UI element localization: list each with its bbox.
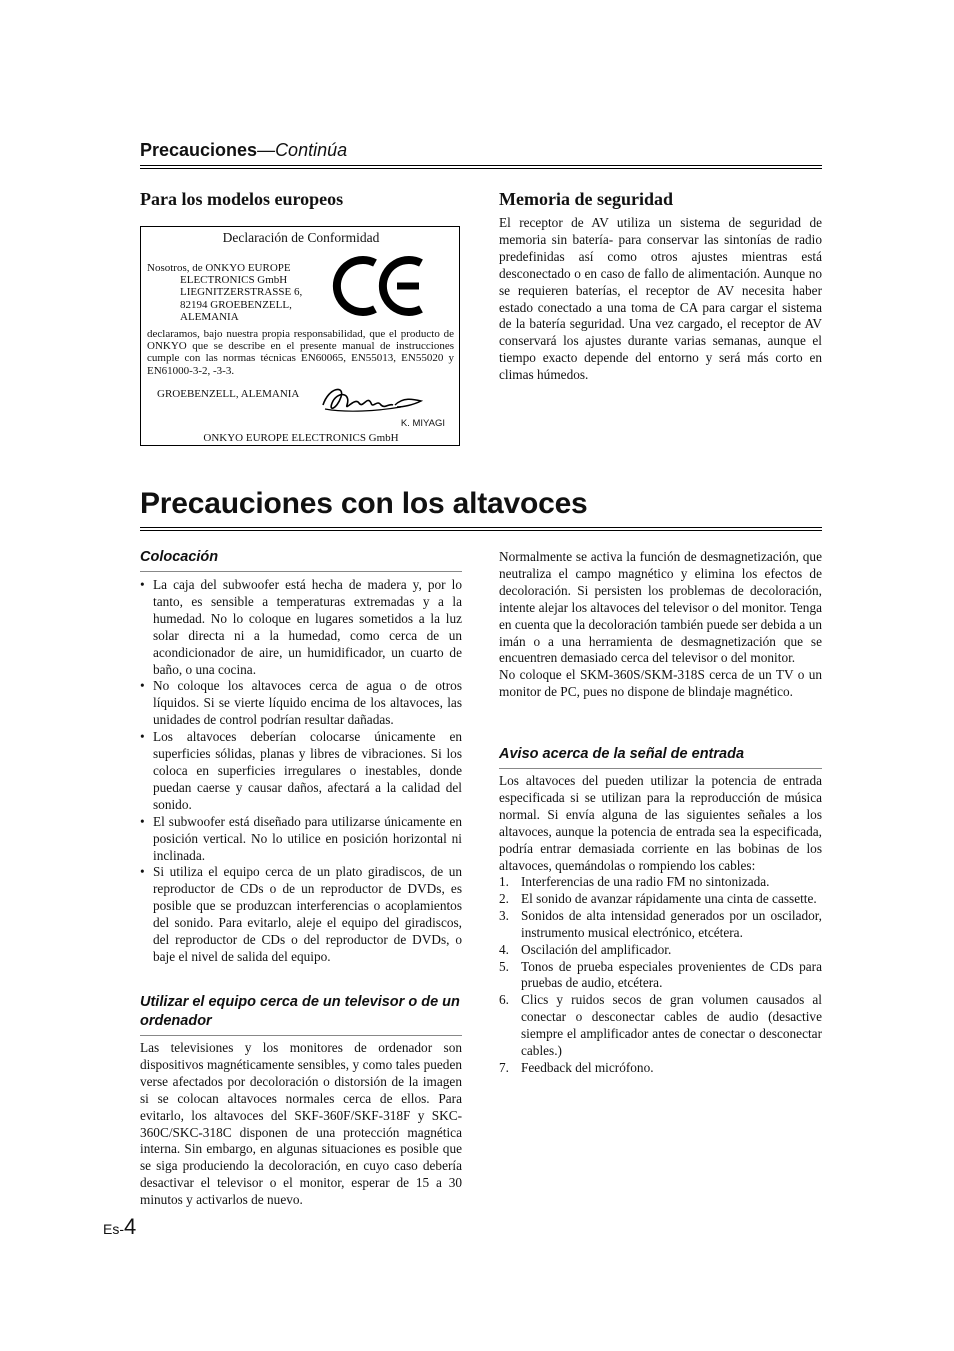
list-item-text: Si utiliza el equipo cerca de un plato giradiscos, de un reproductor de CDs o de un reproductor de DVDs, es posible que se produzcan interferencias o acoplamientos del sonido. Para evitarlo, aleje el equipo del giradiscos, del reproductor de CDs o del reproductor de DVDs, o baje el nivel de salida del equipo. [153, 864, 462, 964]
list-item [140, 729, 462, 814]
declaration-of-conformity-box [140, 226, 460, 446]
list-item-text: El sonido de avanzar rápidamente una cinta de cassette. [521, 890, 817, 906]
page-title: Precauciones con los altavoces [140, 487, 588, 520]
list-item-text: La caja del subwoofer está hecha de madera y, por lo tanto, es sensible a temperaturas extremadas y a la humedad. No lo coloque en lugares sometidos a la luz solar directa ni a la humedad, como cerca de un acondicionador de aire, un humidificador, un cuarto de baño, o una cocina. [153, 577, 462, 677]
bullet-icon: • [140, 678, 145, 694]
list-item [140, 678, 462, 729]
list-item [140, 814, 462, 865]
running-header [140, 140, 347, 161]
placement-heading: Colocación [140, 549, 219, 565]
list-item [499, 992, 822, 1060]
page-number [103, 1214, 136, 1240]
section-name: Precauciones [140, 140, 258, 160]
list-item-text: Tonos de prueba especiales provenientes de CDs para pruebas de audio, etcétera. [521, 958, 822, 991]
page-prefix: Es- [103, 1221, 124, 1237]
memory-backup-text: El receptor de AV utiliza un sistema de seguridad de memoria sin batería- para conservar las sintonías de radio predefinidas así como otros ajustes mientras está desconectado o en caso de fallo de alimentación. Aunque no se requieren baterías, el receptor de AV necesita haber estado conectado a una toma de CA para cargar el sistema de la batería seguridad. Una vez cargado, el receptor de AV conservará los ajustes durante varias semanas, aunque el tiempo exacto depende del entorno y será más corto en climas húmedos. [499, 215, 822, 383]
list-number: 2. [499, 890, 509, 906]
list-item [499, 1060, 822, 1077]
continued-label: —Continúa [257, 140, 348, 160]
list-item-text: Feedback del micrófono. [521, 1059, 654, 1075]
list-item [499, 959, 822, 993]
address-line: Nosotros, de ONKYO EUROPE [147, 262, 291, 274]
european-models-heading: Para los modelos europeos [140, 189, 344, 209]
list-item [499, 874, 822, 891]
tv-computer-text: Las televisiones y los monitores de ordenador son dispositivos magnéticamente sensibles, y como tales pueden verse afectados por decoloración o distorsión de la imagen si se colocan altavoces normales cerca de ellos. Para evitarlo, los altavoces del SKF-360F/SKF-318F y SKC-360C/SKC-318C disponen de una protección magnética interna. Sin embargo, en algunas situaciones es posible que se siga produciendo la decoloración, en cuyo caso debería desactivar el televisor o el monitor, esperar de 15 a 30 minutos y activarlos de nuevo. [140, 1040, 462, 1208]
list-number: 1. [499, 874, 509, 889]
list-item-text: Los altavoces deberían colocarse únicamente en superficies sólidas, planas y libres de vibraciones. Si los coloca en superficies irregulares o inestables, donde puedan caerse y causar daños, afectará a la calidad del sonido. [153, 729, 462, 812]
list-item-text: Clics y ruidos secos de gran volumen causados al conectar o desconectar cables de audio (desactive siempre el amplificador antes de conectar o desconectar cables.) [521, 992, 822, 1059]
list-item-text: No coloque los altavoces cerca de agua o de otros líquidos. Si se vierte líquido encima de los altavoces, las unidades de control podrían resultar dañadas. [153, 678, 462, 728]
declaration-text: declaramos, bajo nuestra propia responsabilidad, que el producto de ONKYO que se describe en el presente manual de instrucciones cumple con las normas técnicas EN60065, EN55013, EN55020 y EN61000-3-2, -3-3. [147, 328, 454, 377]
list-number: 7. [499, 1059, 509, 1075]
company-address [147, 262, 327, 323]
title-rule [140, 527, 822, 531]
signature-icon [317, 383, 427, 417]
address-line: 82194 GROEBENZELL, [180, 298, 292, 311]
list-item [499, 942, 822, 959]
tv-computer-rule [140, 1035, 462, 1036]
bullet-icon: • [140, 577, 145, 592]
placement-rule [140, 571, 462, 572]
declaration-title: Declaración de Conformidad [222, 230, 380, 245]
list-item-text: Interferencias de una radio FM no sintonizada. [521, 874, 770, 889]
placement-list [140, 577, 462, 966]
address-line: ALEMANIA [180, 310, 239, 323]
page-number-value: 4 [124, 1214, 137, 1239]
declaration-company: ONKYO EUROPE ELECTRONICS GmbH [203, 432, 399, 444]
list-item-text: Sonidos de alta intensidad generados por un oscilador, instrumento musical electrónico, etcétera. [521, 907, 822, 940]
address-line: ELECTRONICS GmbH [180, 274, 288, 287]
header-rule [140, 165, 822, 169]
degaussing-paragraph: Normalmente se activa la función de desmagnetización, que neutraliza el campo magnético y elimina los efectos de decoloración. Si persisten los problemas de decoloración, intente alejar los altavoces del televisor o del monitor. Tenga en cuenta que la decoloración también puede ser debida a un imán o a una herramienta de desmagnetización que se encuentren demasiado cerca del televisor o del monitor. [499, 549, 822, 666]
declaration-city: GROEBENZELL, ALEMANIA [157, 388, 300, 400]
list-number: 4. [499, 941, 509, 957]
bullet-icon: • [140, 813, 145, 829]
list-item [140, 577, 462, 678]
tv-computer-continued [499, 549, 822, 701]
tv-computer-heading: Utilizar el equipo cerca de un televisor o de un ordenador [140, 994, 460, 1029]
list-item [140, 864, 462, 965]
input-signal-text: Los altavoces del pueden utilizar la potencia de entrada especificada si se utilizan para la reproducción de música normal. Si envía alguna de las siguientes señales a los altavoces, aunque la potencia de entrada sea la especificada, podría entrar demasiada corriente en las bobinas de los altavoces, quemándolas o rompiendo los cables: [499, 773, 822, 873]
list-item-text: Oscilación del amplificador. [521, 941, 672, 957]
list-number: 6. [499, 992, 509, 1008]
input-signal-list [499, 874, 822, 1077]
memory-backup-heading: Memoria de seguridad [499, 189, 673, 209]
signer-name: K. MIYAGI [400, 418, 445, 429]
input-signal-heading: Aviso acerca de la señal de entrada [499, 746, 745, 762]
list-item-text: El subwoofer está diseñado para utilizarse únicamente en posición vertical. No lo utilice en posición horizontal ni inclinada. [153, 813, 462, 863]
input-signal-rule [499, 768, 822, 769]
address-line: LIEGNITZERSTRASSE 6, [180, 286, 303, 299]
bullet-icon: • [140, 864, 145, 880]
list-item [499, 891, 822, 908]
bullet-icon: • [140, 729, 145, 745]
ce-mark-icon [331, 253, 427, 319]
list-number: 3. [499, 907, 509, 923]
list-item [499, 908, 822, 942]
list-number: 5. [499, 958, 509, 974]
shielding-paragraph: No coloque el SKM-360S/SKM-318S cerca de un TV o un monitor de PC, pues no dispone de blindaje magnético. [499, 667, 822, 700]
